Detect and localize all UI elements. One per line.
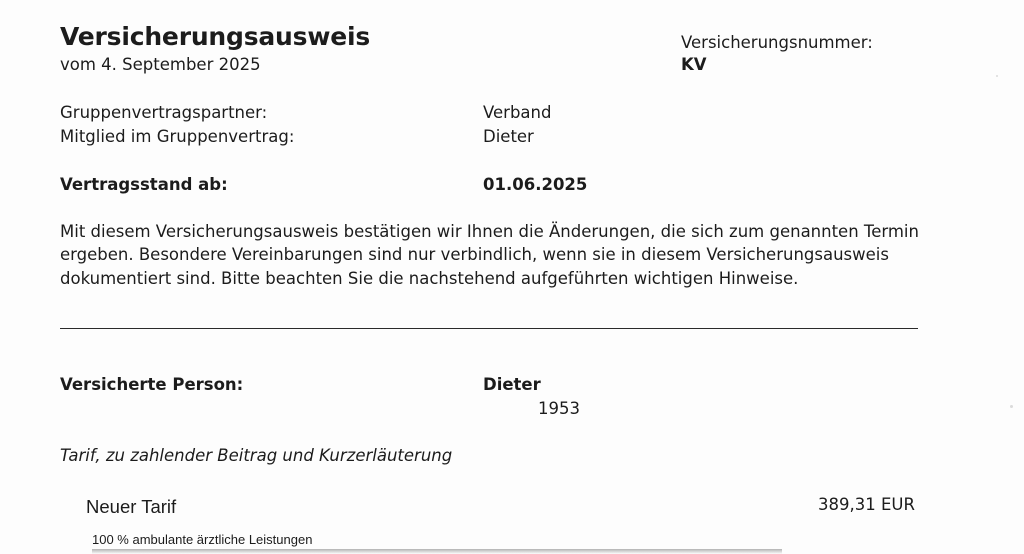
tariff-amount: 389,31 EUR — [818, 495, 915, 514]
insured-birth-year: 1953 — [538, 399, 580, 418]
section-divider — [60, 328, 918, 329]
contract-status-label: Vertragsstand ab: — [60, 175, 228, 194]
group-member-label: Mitglied im Gruppenvertrag: — [60, 127, 295, 146]
policy-number-value: KV — [681, 55, 707, 74]
tariff-name: Neuer Tarif — [86, 496, 177, 517]
group-partner-label: Gruppenvertragspartner: — [60, 103, 268, 122]
group-member-value: Dieter — [483, 127, 534, 146]
policy-number-label: Versicherungsnummer: — [681, 33, 873, 52]
insured-person-label: Versicherte Person: — [60, 375, 244, 394]
scan-speck — [1010, 405, 1013, 408]
cut-off-text-line — [92, 549, 782, 554]
document-date: vom 4. September 2025 — [60, 55, 261, 74]
insured-person-name: Dieter — [483, 375, 541, 394]
scan-speck — [996, 75, 998, 77]
document-title: Versicherungsausweis — [60, 22, 371, 51]
contract-status-value: 01.06.2025 — [483, 175, 588, 194]
intro-paragraph: Mit diesem Versicherungsausweis bestätigen wir Ihnen die Änderungen, die sich zum genannten Termin ergeben. Besondere Vereinbarungen sind nur verbindlich, wenn sie in diesem Versicherungsausweis dokumentiert sind. Bitte beachten Sie die nachstehend aufgeführten wichtigen Hinweise. — [60, 222, 919, 288]
tariff-detail-line: 100 % ambulante ärztliche Leistungen — [92, 532, 313, 547]
group-partner-value: Verband — [483, 103, 552, 122]
tariff-heading: Tarif, zu zahlender Beitrag und Kurzerläuterung — [60, 446, 453, 465]
